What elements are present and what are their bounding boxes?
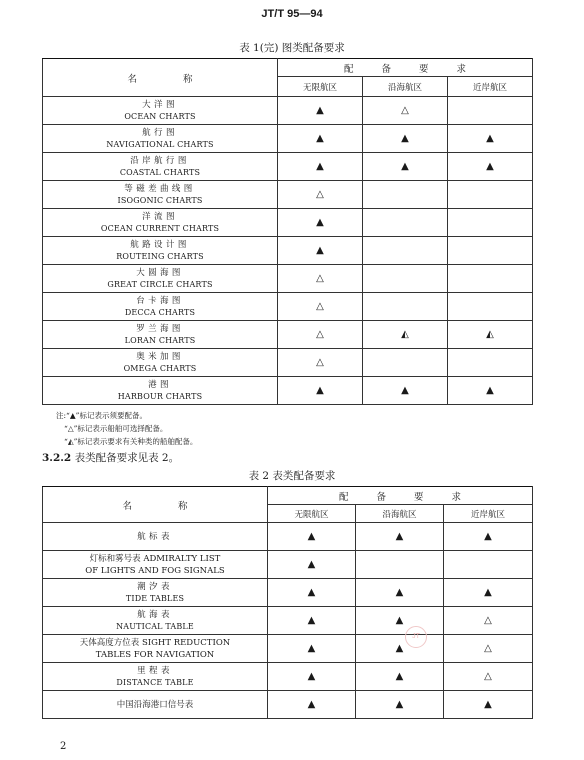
table-name-cn: 航标表 [137,531,173,542]
table-row [43,125,533,153]
requirement-cell [444,579,533,607]
requirement-cell [363,153,448,181]
table1-notes [56,409,198,448]
requirement-cell [363,265,448,293]
table-row [43,349,533,377]
chart-name-cell [43,349,278,377]
requirement-mark: ▲ [316,160,324,172]
table-row [43,691,533,719]
table-row [43,293,533,321]
requirement-mark: ▲ [316,104,324,116]
chart-name-cn: 航路设计图 [130,239,190,250]
requirement-cell [444,523,533,551]
requirement-cell [278,153,363,181]
requirement-mark: △ [316,328,324,340]
chart-name-cell [43,321,278,349]
requirement-mark: ▲ [486,384,494,396]
requirement-mark: ◭ [486,328,494,340]
chart-name-cn: 洋流图 [142,211,178,222]
requirement-mark: △ [316,356,324,368]
table-name-cell [43,551,268,579]
requirement-cell [356,691,444,719]
requirement-cell [448,209,533,237]
requirement-cell [278,293,363,321]
watermark-stamp [405,626,427,648]
requirement-cell [448,349,533,377]
note-line: 注:“▲”标记表示须要配备。 [56,411,147,420]
table1-header-zone-unlimited: 无限航区 [278,77,363,97]
requirement-mark: △ [316,300,324,312]
requirement-cell [363,377,448,405]
chart-name-en: LORAN CHARTS [124,335,196,345]
section-number: 3.2.2 [42,452,72,464]
requirement-mark: ▲ [395,586,404,598]
requirement-cell [448,265,533,293]
table-name-cell [43,691,268,719]
chart-name-en: DECCA CHARTS [124,307,196,317]
table-name-en: TIDE TABLES [125,593,185,603]
requirement-mark: ▲ [401,160,409,172]
requirement-mark: ▲ [307,558,316,570]
requirement-mark: ▲ [486,132,494,144]
chart-name-cell [43,125,278,153]
table-name-cell [43,635,268,663]
requirement-mark: ▲ [316,244,324,256]
requirement-cell [278,125,363,153]
requirement-mark: △ [484,614,492,626]
table-name-cell [43,663,268,691]
requirement-mark: △ [316,272,324,284]
table2-header-zone-unlimited: 无限航区 [268,505,356,523]
requirement-cell [444,551,533,579]
table1 [42,58,533,405]
requirement-cell [278,377,363,405]
table-name-line: OF LIGHTS AND FOG SIGNALS [85,565,225,576]
requirement-mark: ▲ [486,160,494,172]
chart-name-cn: 台卡海图 [136,295,184,306]
requirement-cell [278,209,363,237]
table2-header-name: 名称 [43,487,268,523]
section-text: 表类配备要求见表 2。 [74,452,180,464]
table2 [42,486,533,719]
chart-name-en: HARBOUR CHARTS [117,391,203,401]
table-row [43,237,533,265]
chart-name-cn: 等磁差曲线图 [124,183,196,194]
chart-name-en: GREAT CIRCLE CHARTS [107,279,213,289]
requirement-cell [356,523,444,551]
requirement-mark: ▲ [316,216,324,228]
page-header-code: JT/T 95—94 [261,8,323,20]
requirement-mark: △ [484,670,492,682]
table-row [43,551,533,579]
table2-header-zone-nearshore: 近岸航区 [444,505,533,523]
chart-name-cn: 沿岸航行图 [130,155,190,166]
requirement-mark: ▲ [395,698,404,710]
table-name-cn: 里程表 [137,665,173,676]
chart-name-cell [43,181,278,209]
table-name-cn: 航海表 [137,609,173,620]
requirement-cell [363,181,448,209]
table-row [43,579,533,607]
requirement-mark: ▲ [484,586,492,598]
requirement-cell [356,635,444,663]
chart-name-en: OMEGA CHARTS [123,363,197,373]
requirement-cell [444,663,533,691]
requirement-cell [278,181,363,209]
requirement-mark: ▲ [307,614,316,626]
chart-name-cell [43,265,278,293]
chart-name-cn: 大圆海图 [136,267,184,278]
table-name-cell [43,579,268,607]
requirement-cell [363,237,448,265]
chart-name-cell [43,377,278,405]
chart-name-cn: 大洋图 [142,99,178,110]
requirement-cell [278,265,363,293]
requirement-mark: ▲ [395,670,404,682]
table-name-line: TABLES FOR NAVIGATION [95,649,215,660]
requirement-cell [356,551,444,579]
table2-title: 表 2 表类配备要求 [248,470,336,482]
requirement-mark: ◭ [401,328,409,340]
requirement-cell [278,97,363,125]
requirement-cell [448,97,533,125]
requirement-cell [363,349,448,377]
requirement-cell [448,153,533,181]
table-name-cell [43,523,268,551]
requirement-cell [448,181,533,209]
note-line: “△”标记表示船舶可选择配备。 [64,424,168,433]
requirement-mark: △ [484,642,492,654]
table2-header-group: 配备要求 [268,487,533,505]
note-line: “◭”标记表示要求有关种类的船舶配备。 [64,437,198,446]
chart-name-cell [43,209,278,237]
requirement-mark: ▲ [484,530,492,542]
table1-header-group: 配备要求 [278,59,533,77]
requirement-cell [444,691,533,719]
chart-name-cn: 港图 [148,379,172,390]
requirement-mark: △ [401,104,409,116]
table-row [43,265,533,293]
requirement-cell [278,349,363,377]
table2-header-zone-coastal: 沿海航区 [356,505,444,523]
table-row [43,181,533,209]
requirement-cell [278,321,363,349]
requirement-cell [363,125,448,153]
chart-name-en: OCEAN CHARTS [124,111,196,121]
requirement-cell [268,523,356,551]
table1-header-name: 名称 [43,59,278,97]
chart-name-en: OCEAN CURRENT CHARTS [100,223,220,233]
stamp-text: JT [412,633,420,640]
requirement-cell [448,237,533,265]
requirement-mark: △ [316,188,324,200]
table1-header-zone-coastal: 沿海航区 [363,77,448,97]
requirement-cell [268,663,356,691]
chart-name-cn: 奥米加图 [136,351,184,362]
requirement-cell [363,209,448,237]
requirement-cell [448,321,533,349]
chart-name-en: COASTAL CHARTS [119,167,201,177]
requirement-cell [363,97,448,125]
chart-name-en: ROUTEING CHARTS [116,251,204,261]
requirement-mark: ▲ [307,670,316,682]
requirement-cell [356,663,444,691]
table-name-cell [43,607,268,635]
chart-name-en: ISOGONIC CHARTS [117,195,203,205]
table-row [43,97,533,125]
table-row [43,635,533,663]
table-row [43,377,533,405]
page-number: 2 [60,741,67,752]
requirement-cell [363,293,448,321]
requirement-cell [268,607,356,635]
chart-name-cn: 罗兰海图 [136,323,184,334]
table-name-line: 天体高度方位表 SIGHT REDUCTION [79,637,231,648]
requirement-mark: ▲ [395,614,404,626]
requirement-mark: ▲ [395,530,404,542]
table-name-cn: 潮汐表 [137,581,173,592]
requirement-cell [444,635,533,663]
section-paragraph [42,450,179,465]
chart-name-cn: 航行图 [142,127,178,138]
requirement-cell [448,377,533,405]
table-name-line: 灯标和雾号表 ADMIRALTY LIST [89,553,221,564]
table-row [43,663,533,691]
table-row [43,607,533,635]
table-row [43,321,533,349]
table-row [43,523,533,551]
chart-name-en: NAVIGATIONAL CHARTS [106,139,214,149]
requirement-cell [268,635,356,663]
requirement-cell [268,551,356,579]
requirement-mark: ▲ [484,698,492,710]
requirement-cell [278,237,363,265]
table1-title: 表 1(完) 图类配备要求 [239,42,345,54]
requirement-cell [268,691,356,719]
table-name-line: 中国沿海港口信号表 [116,699,194,710]
requirement-cell [363,321,448,349]
requirement-cell [356,579,444,607]
requirement-cell [268,579,356,607]
requirement-mark: ▲ [401,384,409,396]
requirement-cell [444,607,533,635]
requirement-mark: ▲ [307,530,316,542]
requirement-mark: ▲ [316,132,324,144]
requirement-cell [448,293,533,321]
requirement-cell [448,125,533,153]
chart-name-cell [43,153,278,181]
requirement-mark: ▲ [395,642,404,654]
requirement-mark: ▲ [307,642,316,654]
table-name-en: DISTANCE TABLE [116,677,194,687]
chart-name-cell [43,97,278,125]
requirement-mark: ▲ [401,132,409,144]
table-name-en: NAUTICAL TABLE [116,621,194,631]
table-row [43,209,533,237]
chart-name-cell [43,237,278,265]
requirement-mark: ▲ [307,586,316,598]
table-row [43,153,533,181]
requirement-mark: ▲ [316,384,324,396]
requirement-cell [356,607,444,635]
requirement-mark: ▲ [307,698,316,710]
table1-header-zone-nearshore: 近岸航区 [448,77,533,97]
chart-name-cell [43,293,278,321]
